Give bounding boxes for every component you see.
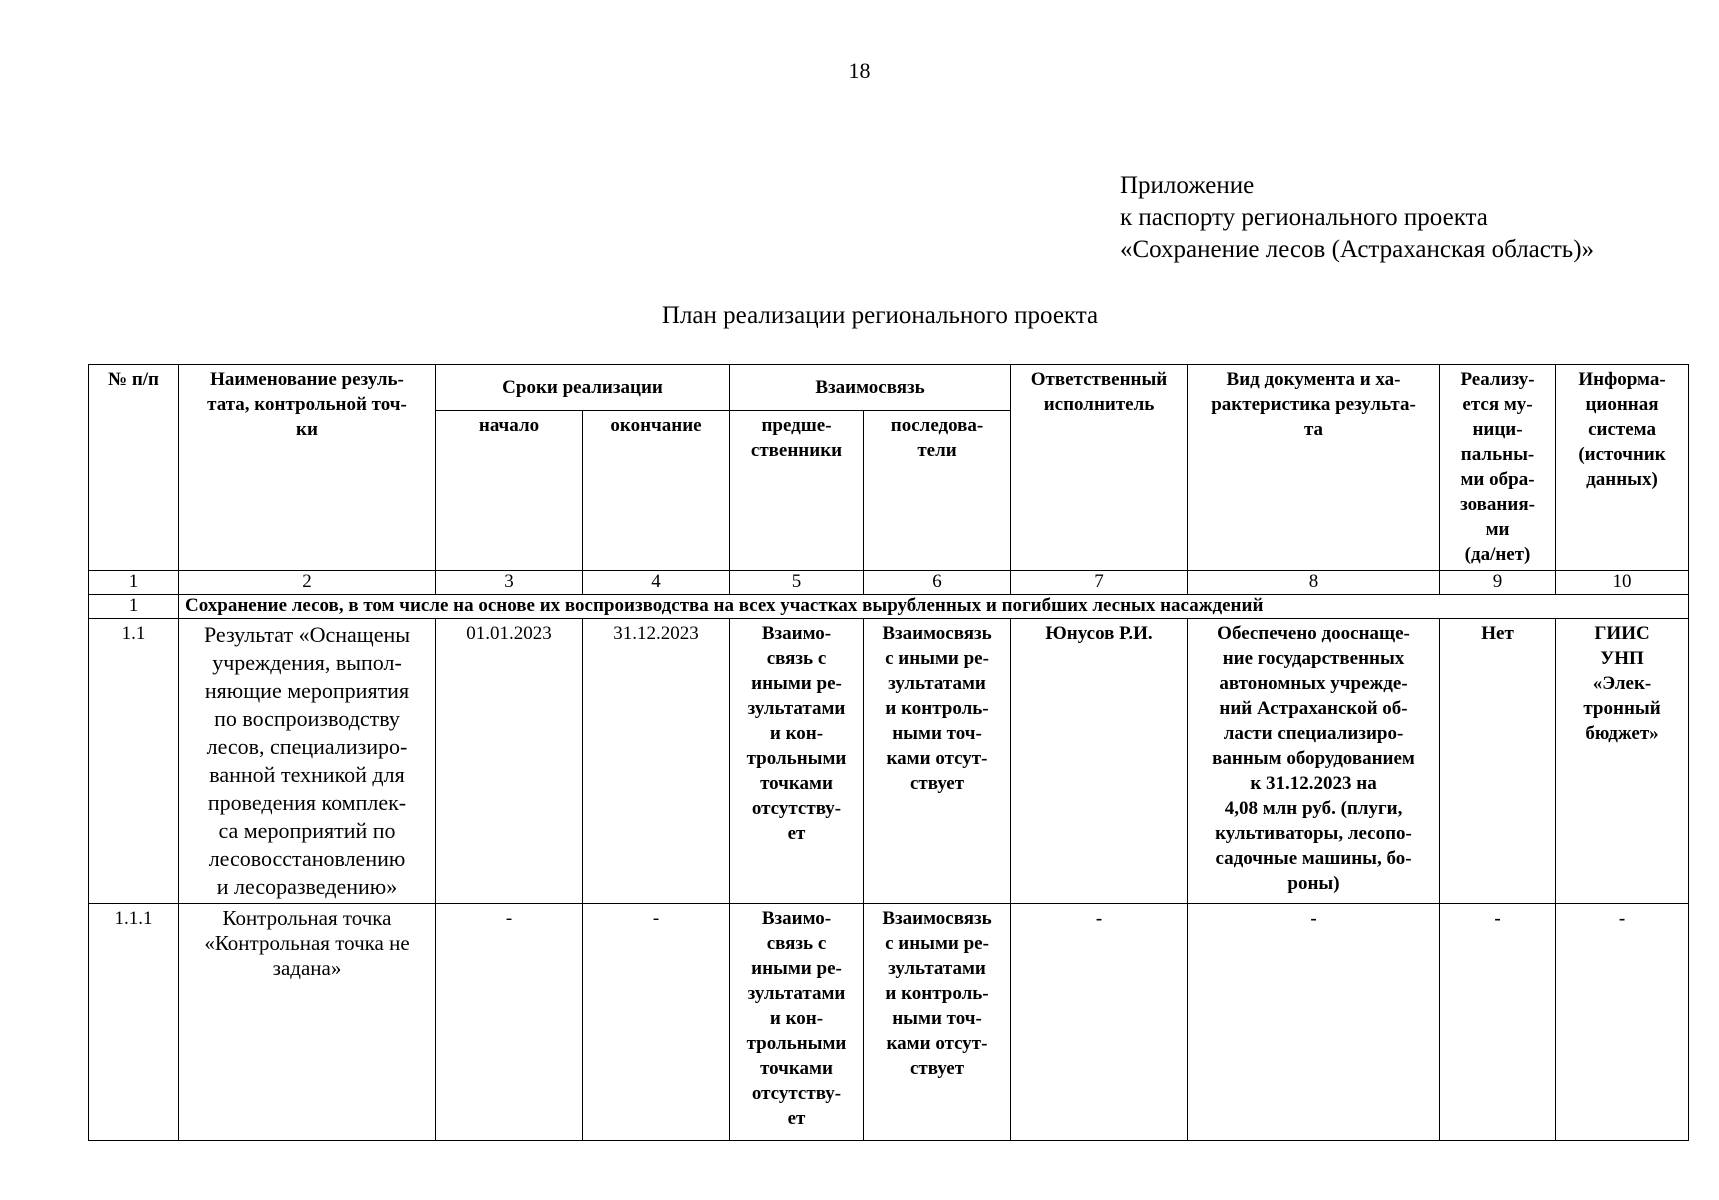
header-municipal: Реализу- ется му- ници- пальны- ми обра- зования- ми (да/нет) [1440, 365, 1556, 571]
row-successors: Взаимосвязь с иными ре- зультатами и контроль- ными точ- ками отсут- ствует [864, 904, 1011, 1141]
implementation-plan-table [88, 364, 1689, 1141]
row-predecessors: Взаимо- связь с иными ре- зультатами и кон- трольными точками отсутству- ет [730, 904, 864, 1141]
row-successors: Взаимосвязь с иными ре- зультатами и контроль- ными точ- ками отсут- ствует [864, 619, 1011, 904]
document-title: План реализации регионального проекта [661, 302, 1099, 329]
header-info-system: Информа- ционная система (источник данных) [1556, 365, 1689, 571]
header-name: Наименование резуль- тата, контрольной точ- ки [179, 365, 436, 571]
page-number: 18 [848, 58, 871, 83]
column-number: 1 [89, 571, 179, 595]
row-start: 01.01.2023 [436, 619, 583, 904]
row-responsible: Юнусов Р.И. [1011, 619, 1188, 904]
column-number: 9 [1440, 571, 1556, 595]
section-num: 1 [89, 595, 179, 619]
row-name: Контрольная точка «Контрольная точка не задана» [179, 904, 436, 1141]
row-start: - [436, 904, 583, 1141]
header-end: окончание [583, 411, 730, 571]
appendix-line-3: «Сохранение лесов (Астраханская область)» [1120, 236, 1595, 263]
row-end: - [583, 904, 730, 1141]
column-number: 6 [864, 571, 1011, 595]
column-number: 7 [1011, 571, 1188, 595]
row-responsible: - [1011, 904, 1188, 1141]
table-row-result [89, 619, 1689, 904]
row-name: Результат «Оснащены учреждения, выпол- няющие мероприятия по воспроизводству лесов, специализиро- ванной техникой для проведения комплек- са мероприятий по лесовосстановлению и лесоразведению» [179, 619, 436, 904]
row-num: 1.1 [89, 619, 179, 904]
appendix-line-1: Приложение [1120, 172, 1255, 199]
header-row-1 [89, 365, 1689, 411]
row-municipal: - [1440, 904, 1556, 1141]
column-numbers-row [89, 571, 1689, 595]
row-doc-type: - [1188, 904, 1440, 1141]
column-number: 4 [583, 571, 730, 595]
section-title: Сохранение лесов, в том числе на основе их воспроизводства на всех участках вырубленных и погибших лесных насаждений [179, 595, 1689, 619]
column-number: 8 [1188, 571, 1440, 595]
row-predecessors: Взаимо- связь с иными ре- зультатами и кон- трольными точками отсутству- ет [730, 619, 864, 904]
row-municipal: Нет [1440, 619, 1556, 904]
header-num: № п/п [89, 365, 179, 571]
column-number: 10 [1556, 571, 1689, 595]
section-row [89, 595, 1689, 619]
table-row-checkpoint [89, 904, 1689, 1141]
header-relation: Взаимосвязь [730, 365, 1011, 411]
row-info-system: ГИИС УНП «Элек- тронный бюджет» [1556, 619, 1689, 904]
header-successors: последова- тели [864, 411, 1011, 571]
header-doc-type: Вид документа и ха- рактеристика результа- та [1188, 365, 1440, 571]
row-info-system: - [1556, 904, 1689, 1141]
row-num: 1.1.1 [89, 904, 179, 1141]
row-doc-type: Обеспечено дооснаще- ние государственных автономных учрежде- ний Астраханской об- ласти специализиро- ванным оборудованием к 31.12.2023 на 4,08 млн руб. (плуги, культиваторы, лесопо- садочные машины, бо- роны) [1188, 619, 1440, 904]
row-end: 31.12.2023 [583, 619, 730, 904]
appendix-line-2: к паспорту регионального проекта [1120, 204, 1488, 231]
column-number: 2 [179, 571, 436, 595]
appendix-block [1120, 170, 1594, 266]
header-start: начало [436, 411, 583, 571]
header-responsible: Ответственный исполнитель [1011, 365, 1188, 571]
header-predecessors: предше- ственники [730, 411, 864, 571]
column-number: 3 [436, 571, 583, 595]
header-terms: Сроки реализации [436, 365, 730, 411]
column-number: 5 [730, 571, 864, 595]
